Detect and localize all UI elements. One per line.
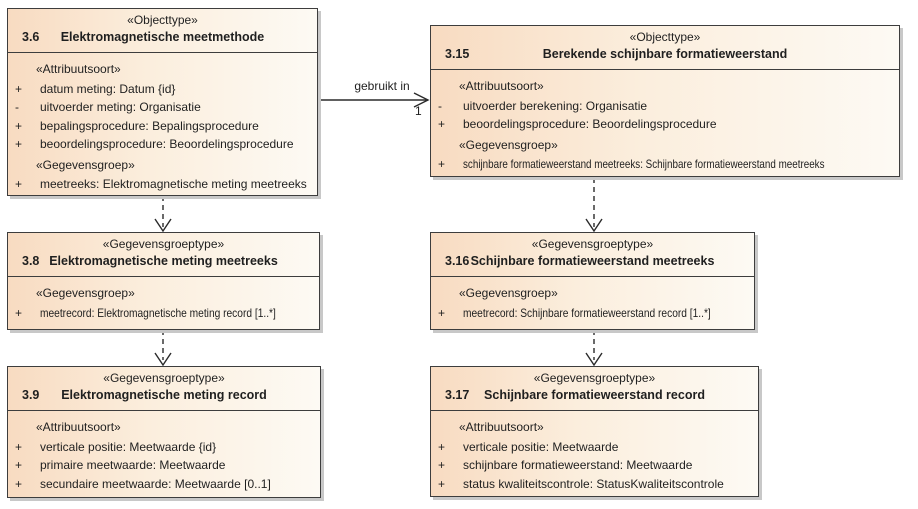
visibility-marker: +: [15, 476, 23, 491]
visibility-marker: +: [15, 305, 23, 320]
attribute-row: [431, 97, 897, 116]
visibility-marker: +: [438, 458, 446, 472]
attribute-row: [8, 456, 318, 475]
class-header: [8, 367, 320, 411]
dependency-arrowhead-4-icon: [586, 353, 602, 365]
class-header: [8, 9, 317, 53]
dependency-arrowhead-1-icon: [155, 219, 171, 231]
attribute-text: meetrecord: Elektromagnetische meting record [1..*]: [40, 305, 276, 320]
class-title: Elektromagnetische meting meetreeks: [49, 254, 278, 268]
class-box-3-15-berekende-schijnbare-formatieweerstand: [430, 25, 900, 177]
attribute-row: [8, 475, 318, 494]
class-header: [8, 233, 319, 277]
visibility-marker: +: [438, 305, 446, 320]
section-label: «Attribuutsoort»: [459, 420, 544, 434]
class-header: [431, 26, 899, 70]
attribute-row: [431, 155, 897, 174]
class-title-line: [14, 28, 311, 47]
stereotype: «Gegevensgroeptype»: [102, 237, 225, 251]
class-number: 3.15: [445, 47, 470, 61]
stereotype: «Objecttype»: [127, 13, 198, 27]
class-title-line: [14, 386, 314, 405]
visibility-marker: +: [438, 439, 446, 454]
class-body: [431, 411, 758, 495]
section-label: «Attribuutsoort»: [36, 420, 121, 434]
class-box-3-17-schijnbare-formatieweerstand-record: [430, 366, 759, 497]
class-title: Schijnbare formatieweerstand meetreeks: [470, 254, 715, 268]
association-multiplicity: 1: [415, 104, 422, 118]
attribute-row: [8, 98, 315, 117]
visibility-marker: +: [15, 81, 23, 96]
stereotype: «Objecttype»: [629, 30, 701, 44]
attribute-text: verticale positie: Meetwaarde: [463, 439, 619, 454]
visibility-marker: +: [15, 177, 23, 191]
attribute-row: [431, 475, 756, 494]
attribute-row: [431, 456, 756, 475]
stereotype: «Gegevensgroeptype»: [531, 237, 654, 251]
attribute-text: datum meting: Datum {id}: [40, 81, 176, 96]
class-title: Elektromagnetische meting record: [61, 388, 267, 402]
class-title: Elektromagnetische meetmethode: [60, 30, 265, 44]
attribute-text: beoordelingsprocedure: Beoordelingsprocedure: [40, 137, 294, 151]
class-title-line: [437, 45, 893, 64]
visibility-marker: +: [15, 118, 23, 133]
section-label: «Gegevensgroep»: [36, 157, 135, 172]
class-header: [431, 367, 758, 411]
attribute-text: meetreeks: Elektromagnetische meting meetreeks: [40, 177, 307, 191]
class-number: 3.8: [22, 254, 40, 268]
attribute-text: beoordelingsprocedure: Beoordelingsprocedure: [463, 117, 717, 131]
attribute-text: status kwaliteitscontrole: StatusKwaliteitscontrole: [463, 476, 724, 491]
class-number: 3.9: [22, 388, 40, 402]
attribute-row: [8, 175, 315, 194]
attribute-text: schijnbare formatieweerstand: Meetwaarde: [463, 458, 693, 472]
visibility-marker: +: [438, 117, 446, 131]
attribute-row: [8, 304, 317, 323]
class-box-3-8-elektromagnetische-meting-meetreeks: [7, 232, 320, 330]
class-body: [8, 53, 317, 196]
stereotype: «Gegevensgroeptype»: [533, 371, 656, 385]
stereotype: «Gegevensgroeptype»: [103, 371, 225, 385]
section-label: «Gegevensgroep»: [36, 286, 135, 300]
visibility-marker: -: [438, 98, 442, 113]
class-body: [8, 277, 319, 324]
attribute-row: [431, 304, 752, 323]
class-header: [431, 233, 754, 277]
class-box-3-9-elektromagnetische-meting-record: [7, 366, 321, 498]
visibility-marker: +: [438, 157, 446, 171]
section-label: «Attribuutsoort»: [459, 79, 544, 93]
visibility-marker: -: [15, 100, 19, 114]
attribute-row: [8, 80, 315, 99]
visibility-marker: +: [15, 137, 23, 151]
class-body: [431, 277, 754, 324]
class-number: 3.17: [445, 388, 470, 402]
attribute-row: [431, 115, 897, 134]
class-title: Schijnbare formatieweerstand record: [484, 388, 705, 402]
class-title-line: [437, 386, 752, 405]
visibility-marker: +: [15, 439, 23, 454]
section-label: «Gegevensgroep»: [459, 137, 558, 152]
attribute-text: uitvoerder berekening: Organisatie: [463, 98, 648, 113]
attribute-row: [431, 438, 756, 457]
attribute-row: [8, 117, 315, 136]
class-body: [8, 411, 320, 495]
dependency-arrowhead-3-icon: [586, 219, 602, 231]
dependency-arrowhead-2-icon: [155, 353, 171, 365]
attribute-text: bepalingsprocedure: Bepalingsprocedure: [40, 118, 259, 133]
section-label: «Gegevensgroep»: [459, 286, 558, 300]
section-label: «Attribuutsoort»: [36, 62, 121, 76]
attribute-text: uitvoerder meting: Organisatie: [40, 100, 201, 114]
class-title: Berekende schijnbare formatieweerstand: [542, 47, 788, 61]
attribute-text: schijnbare formatieweerstand meetreeks: Schijnbare formatieweerstand meetreeks: [463, 157, 825, 171]
attribute-row: [8, 135, 315, 154]
class-title-line: [437, 252, 748, 271]
attribute-text: primaire meetwaarde: Meetwaarde: [40, 458, 226, 472]
class-title-line: [14, 252, 313, 271]
attribute-text: verticale positie: Meetwaarde {id}: [40, 439, 217, 454]
class-body: [431, 70, 899, 176]
class-number: 3.6: [22, 30, 40, 44]
visibility-marker: +: [438, 476, 446, 491]
association-label: gebruikt in: [354, 79, 410, 93]
class-box-3-6-elektromagnetische-meetmethode: [7, 8, 318, 196]
visibility-marker: +: [15, 458, 23, 472]
attribute-text: secundaire meetwaarde: Meetwaarde [0..1]: [40, 476, 271, 491]
attribute-text: meetrecord: Schijnbare formatieweerstand record [1..*]: [463, 305, 711, 320]
attribute-row: [8, 438, 318, 457]
class-box-3-16-schijnbare-formatieweerstand-meetreeks: [430, 232, 755, 330]
class-number: 3.16: [445, 254, 470, 268]
